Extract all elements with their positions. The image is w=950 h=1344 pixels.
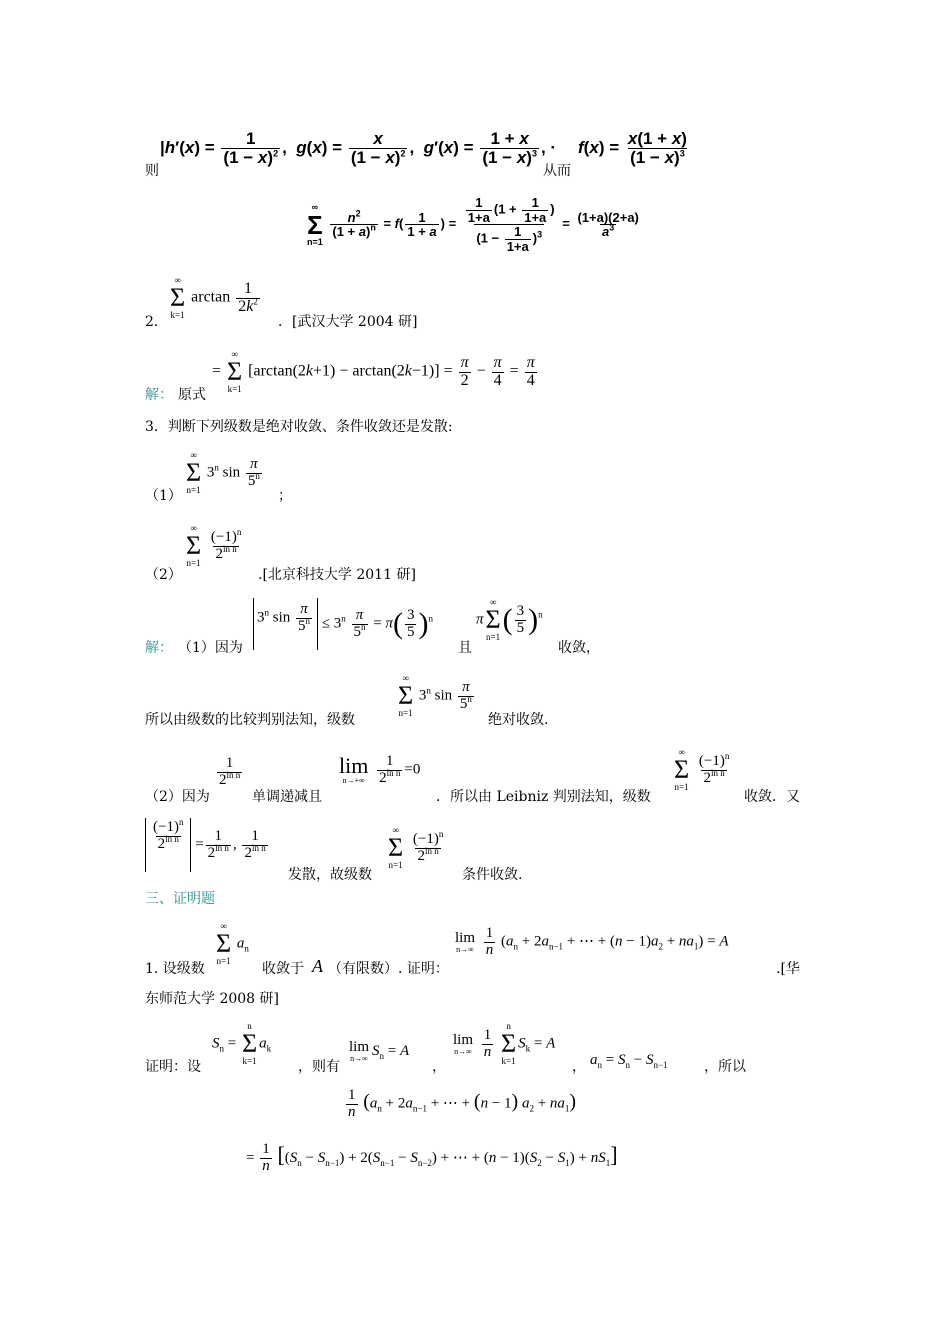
- formula-proof-sn: $S_n$ = n Σ k=1 $a_k$: [212, 1021, 272, 1066]
- text-jie-1: 解：: [145, 387, 173, 403]
- formula-A: A: [312, 956, 323, 976]
- text-p1-b: 收敛于: [262, 961, 304, 977]
- text-ze: 则: [145, 163, 159, 179]
- text-sol1-d: 所以由级数的比较判别法知，级数: [145, 712, 355, 728]
- formula-proof-an: $a_n = S_n - S_{n-1}$: [590, 1052, 668, 1070]
- formula-proof-line2: = $\frac{1}{n}$ [$(S_n - S_{n-1}) + 2(S_{n-1} - S_{n-2})$ + ⋯ + $(n - 1)(S_2 - S_1) + nS_1$]: [246, 1141, 618, 1175]
- text-q3-2-src: .[北京科技大学 2011 研]: [258, 567, 416, 583]
- text-sol1-b: 且: [458, 640, 472, 656]
- text-proof-a: 证明：设: [145, 1059, 201, 1075]
- formula-proof-lim-avg: lim n→∞ $\frac{1}{n}$ n Σ k=1 $S_k = A$: [453, 1021, 556, 1066]
- formula-sol2-frac: $\frac{1}{2^{ln n}}$: [219, 755, 241, 788]
- text-p1-d: .[华: [776, 961, 800, 977]
- text-p2-src: ．[武汉大学 2004 研]: [278, 314, 418, 330]
- formula-p1-series: ∞ Σ n=1 $a_n$: [216, 921, 249, 966]
- formula-sum-n2: ∞ Σ n=1 $\frac{n^2}{(1 + a)^n}$ = f( $\frac{1}{1 + a}$ ) = $\frac{1}{1+a}$ (1 + $\frac{1}{1+a}$ ) (1 − $\frac{1}{1+a}$ )$^3$ = $\frac{(1+a)(2+a)}{a^3}$: [307, 195, 639, 254]
- formula-sol1-series: ∞ Σ n=1 3$^n$ sin $\frac{\pi}{5^n}$: [398, 673, 472, 718]
- text-jie-2: 解：: [145, 640, 173, 656]
- formula-proof-line1: $\frac{1}{n}$ ($a_n + 2a_{n-1}$ + ⋯ + (n − 1) $a_2 + na_1$): [348, 1087, 577, 1120]
- text-proof-d: ，: [572, 1059, 586, 1075]
- formula-sol2-lim: lim n→+∞ $\frac{1}{2^{ln n}}$ =0: [339, 753, 421, 786]
- formula-sol2-series-2: ∞ Σ n=1 $\frac{(-1)^n}{2^{ln n}}$: [388, 825, 444, 870]
- formula-q3-1: ∞ Σ n=1 3$^n$ sin $\frac{\pi}{5^n}$: [186, 450, 260, 495]
- text-p1-a: 1. 设级数: [145, 961, 205, 977]
- text-sol2-b: 单调递减且: [252, 789, 322, 805]
- text-conger: 从而: [543, 163, 571, 179]
- formula-arctan-sum: ∞ Σ k=1 arctan $\frac{1}{2k^2}$: [170, 275, 258, 320]
- section-title-proof: 三、证明题: [145, 891, 215, 907]
- text-q3-2: （2）: [145, 567, 182, 583]
- text-proof-c: ，: [432, 1059, 446, 1075]
- text-sol1-a: （1）因为: [178, 640, 243, 656]
- text-proof-b: ，则有: [298, 1059, 340, 1075]
- text-p1-c: （有限数）. 证明：: [328, 961, 449, 977]
- formula-sol1-ineq: 3$^n$ sin $\frac{\pi}{5^n}$ ≤ $3^n$ $\frac{\pi}{5^n}$ = π( $\frac{3}{5}$ )$^n$: [253, 598, 433, 650]
- text-sol2-c: ．所以由 Leibniz 判别法知，级数: [436, 789, 651, 805]
- text-q3-1: （1）: [145, 488, 182, 504]
- text-sol2-d: 收敛．又: [744, 789, 800, 805]
- formula-sol1-geo: π ∞ Σ n=1 ( $\frac{3}{5}$ )$^n$: [476, 597, 543, 642]
- formula-sol2-series: ∞ Σ n=1 $\frac{(-1)^n}{2^{ln n}}$: [674, 747, 730, 792]
- text-yuanshi: 原式: [178, 387, 206, 403]
- formula-f: f(x) = $\frac{x(1 + x)}{(1 - x)^3}$: [578, 129, 687, 167]
- formula-q3-2: ∞ Σ n=1 $\frac{(-1)^n}{2^{ln n}}$: [186, 523, 242, 568]
- text-q3: 3．判断下列级数是绝对收敛、条件收敛还是发散:: [145, 419, 453, 435]
- text-proof-e: ，所以: [704, 1059, 746, 1075]
- formula-proof-lim-sn: lim n→∞ $S_n = A$: [349, 1039, 410, 1063]
- text-p2-num: 2．: [145, 314, 168, 330]
- text-sol2-a: （2）因为: [145, 789, 210, 805]
- formula-arctan-result: = ∞ Σ k=1 [arctan(2k+1) − arctan(2k−1)] = $\frac{\pi}{2}$ − $\frac{\pi}{4}$ = $\frac{\pi}{4}$: [212, 349, 535, 394]
- text-q3-1-tail: ；: [278, 488, 292, 504]
- formula-sol2-abs: $\frac{(-1)^n}{2^{ln n}}$ = $\frac{1}{2^{ln n}}$ , $\frac{1}{2^{ln n}}$: [145, 818, 270, 872]
- formula-p1-limit: lim n→∞ $\frac{1}{n}$ ($a_n + 2a_{n-1}$ + ⋯ + $(n - 1)a_2 + na_1) = A$: [455, 925, 729, 958]
- text-p1-e: 东师范大学 2008 研]: [145, 991, 279, 1007]
- text-sol2-e: 发散，故级数: [288, 867, 372, 883]
- text-sol2-f: 条件收敛.: [462, 867, 523, 883]
- text-sol1-e: 绝对收敛.: [488, 712, 549, 728]
- formula-h-prime: |h′(x) = $\frac{1}{(1 - x)^2}$ , g(x) = $\frac{x}{(1 - x)^2}$ , g′(x) = $\frac{1 + x}{(1 - x)^3}$ , ·: [160, 129, 557, 167]
- text-sol1-c: 收敛，: [558, 640, 600, 656]
